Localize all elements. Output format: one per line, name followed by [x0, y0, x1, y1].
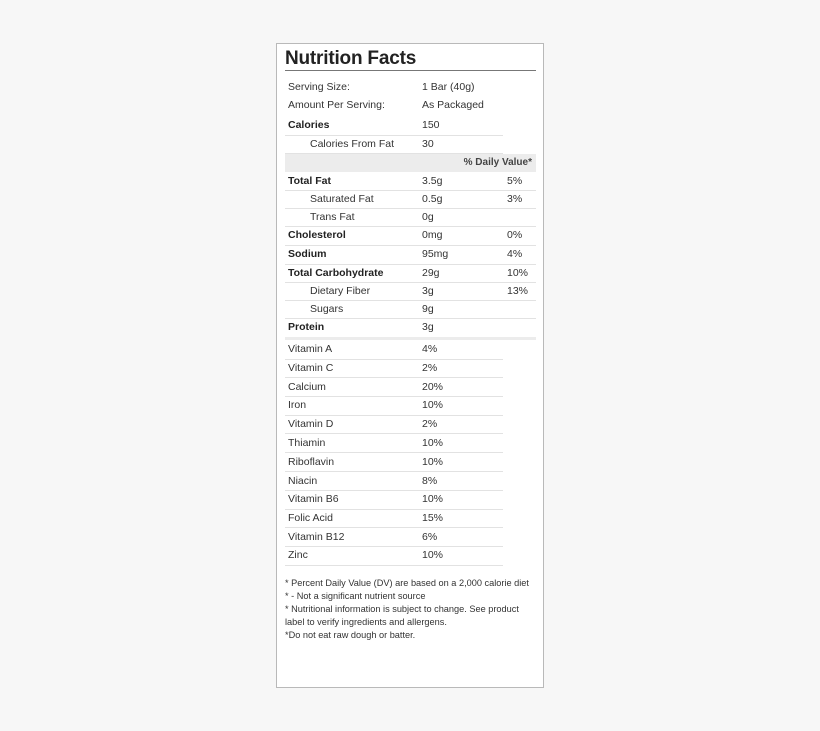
- calories-from-fat-value: 30: [422, 138, 434, 150]
- nutrient-amount: 0mg: [422, 229, 443, 241]
- vitamin-name: Folic Acid: [288, 512, 333, 524]
- nutrition-facts-panel: [276, 43, 544, 688]
- nutrient-name: Sugars: [310, 303, 344, 315]
- nutrient-daily-value: 5%: [507, 175, 523, 187]
- vitamin-value: 6%: [422, 531, 438, 543]
- footnote: * - Not a significant nutrient source: [285, 591, 426, 601]
- nutrient-amount: 29g: [422, 267, 440, 279]
- nutrient-name: Trans Fat: [310, 211, 355, 223]
- vitamin-name: Vitamin B6: [288, 493, 339, 505]
- row-divider: [285, 565, 503, 566]
- daily-value-header: [285, 154, 536, 172]
- amount-per-serving-value: As Packaged: [422, 99, 484, 111]
- nutrient-amount: 3g: [422, 321, 434, 333]
- vitamin-value: 10%: [422, 493, 444, 505]
- vitamin-value: 2%: [422, 362, 438, 374]
- footnote: *Do not eat raw dough or batter.: [285, 630, 416, 640]
- vitamin-name: Iron: [288, 399, 307, 411]
- nutrient-amount: 0g: [422, 211, 434, 223]
- vitamin-value: 2%: [422, 418, 438, 430]
- nutrient-daily-value: 4%: [507, 248, 523, 260]
- vitamin-value: 10%: [422, 549, 444, 561]
- nutrient-name: Protein: [288, 321, 325, 333]
- calories-value: 150: [422, 119, 440, 131]
- nutrient-amount: 9g: [422, 303, 434, 315]
- footnote: * Nutritional information is subject to change. See product label to verify ingredients and allergens.: [285, 604, 519, 627]
- vitamin-name: Niacin: [288, 475, 318, 487]
- nutrient-daily-value: 3%: [507, 193, 523, 205]
- nutrient-amount: 95mg: [422, 248, 449, 260]
- nutrient-daily-value: 13%: [507, 285, 529, 297]
- daily-value-header-label: % Daily Value*: [463, 157, 532, 168]
- title-divider: [285, 70, 536, 71]
- nutrient-name: Dietary Fiber: [310, 285, 371, 297]
- vitamin-name: Calcium: [288, 381, 326, 393]
- nutrient-amount: 3.5g: [422, 175, 443, 187]
- vitamin-value: 20%: [422, 381, 444, 393]
- vitamin-value: 4%: [422, 343, 438, 355]
- vitamin-value: 8%: [422, 475, 438, 487]
- vitamin-name: Vitamin A: [288, 343, 333, 355]
- vitamin-name: Vitamin D: [288, 418, 334, 430]
- footnotes: [285, 577, 539, 642]
- nutrient-name: Total Carbohydrate: [288, 267, 384, 279]
- calories-label: Calories: [288, 119, 330, 131]
- vitamin-value: 10%: [422, 399, 444, 411]
- row-divider: [285, 546, 503, 547]
- amount-per-serving-label: Amount Per Serving:: [288, 99, 385, 111]
- vitamin-name: Thiamin: [288, 437, 326, 449]
- vitamin-value: 10%: [422, 456, 444, 468]
- vitamin-name: Zinc: [288, 549, 308, 561]
- serving-size-value: 1 Bar (40g): [422, 81, 475, 93]
- row-divider: [285, 471, 503, 472]
- vitamin-value: 10%: [422, 437, 444, 449]
- nutrient-name: Sodium: [288, 248, 327, 260]
- nutrient-name: Total Fat: [288, 175, 331, 187]
- panel-title: Nutrition Facts: [285, 48, 417, 69]
- nutrient-name: Saturated Fat: [310, 193, 374, 205]
- serving-size-label: Serving Size:: [288, 81, 350, 93]
- row-divider: [285, 396, 503, 397]
- vitamin-value: 15%: [422, 512, 444, 524]
- vitamin-name: Vitamin C: [288, 362, 334, 374]
- nutrient-name: Cholesterol: [288, 229, 346, 241]
- nutrient-amount: 0.5g: [422, 193, 443, 205]
- nutrient-daily-value: 10%: [507, 267, 529, 279]
- calories-from-fat-label: Calories From Fat: [310, 138, 395, 150]
- nutrient-daily-value: 0%: [507, 229, 523, 241]
- vitamin-name: Riboflavin: [288, 456, 335, 468]
- vitamin-name: Vitamin B12: [288, 531, 345, 543]
- nutrient-amount: 3g: [422, 285, 434, 297]
- footnote: * Percent Daily Value (DV) are based on a 2,000 calorie diet: [285, 578, 529, 588]
